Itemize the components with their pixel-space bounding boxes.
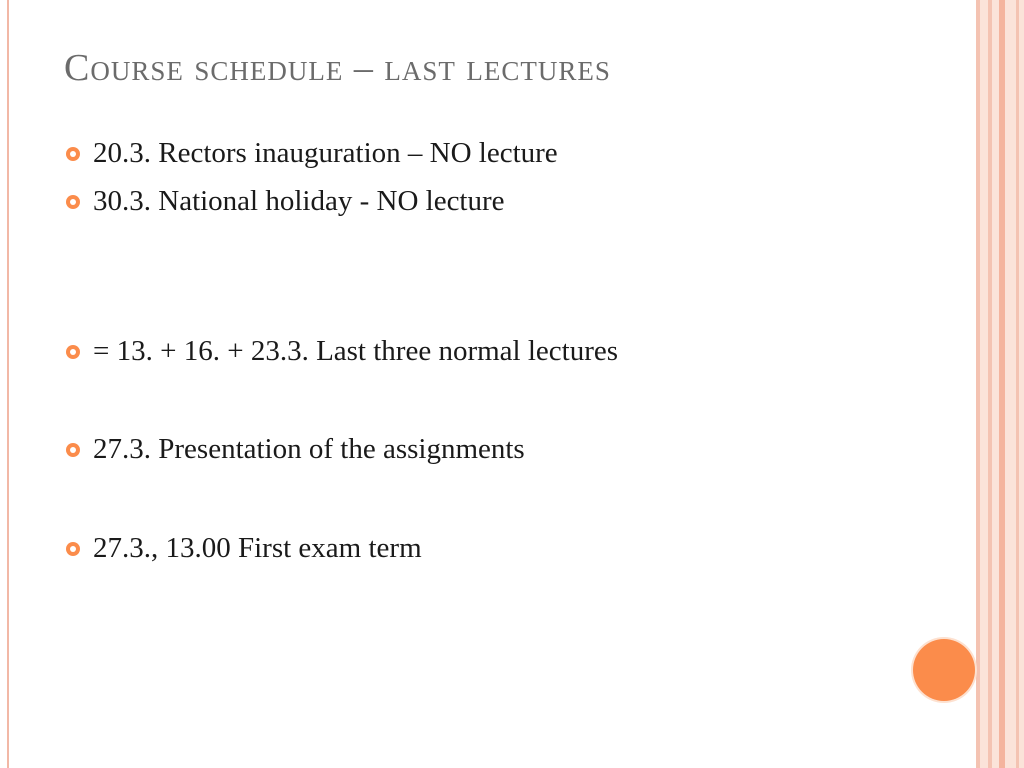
ring-bullet-icon <box>66 195 80 209</box>
ring-bullet-icon <box>66 345 80 359</box>
bullet-text: 30.3. National holiday - NO lecture <box>93 185 505 217</box>
bullet-item <box>66 137 558 170</box>
ring-bullet-icon <box>66 443 80 457</box>
bullet-item <box>66 433 525 466</box>
ring-bullet-icon <box>66 542 80 556</box>
bullet-item <box>66 335 618 368</box>
right-stripe <box>980 0 988 768</box>
slide-title: Course schedule – last lectures <box>64 47 611 89</box>
right-stripe <box>1005 0 1024 768</box>
left-border-line <box>7 0 9 768</box>
right-stripe <box>992 0 999 768</box>
ring-bullet-icon <box>66 147 80 161</box>
orange-circle-icon <box>913 639 975 701</box>
bullet-item <box>66 532 422 565</box>
bullet-text: = 13. + 16. + 23.3. Last three normal lectures <box>93 335 619 367</box>
bullet-text: 20.3. Rectors inauguration – NO lecture <box>93 137 558 169</box>
bullet-item <box>66 185 505 218</box>
right-stripe <box>1016 0 1019 768</box>
bullet-text: 27.3., 13.00 First exam term <box>93 532 422 564</box>
bullet-text: 27.3. Presentation of the assignments <box>93 433 525 465</box>
